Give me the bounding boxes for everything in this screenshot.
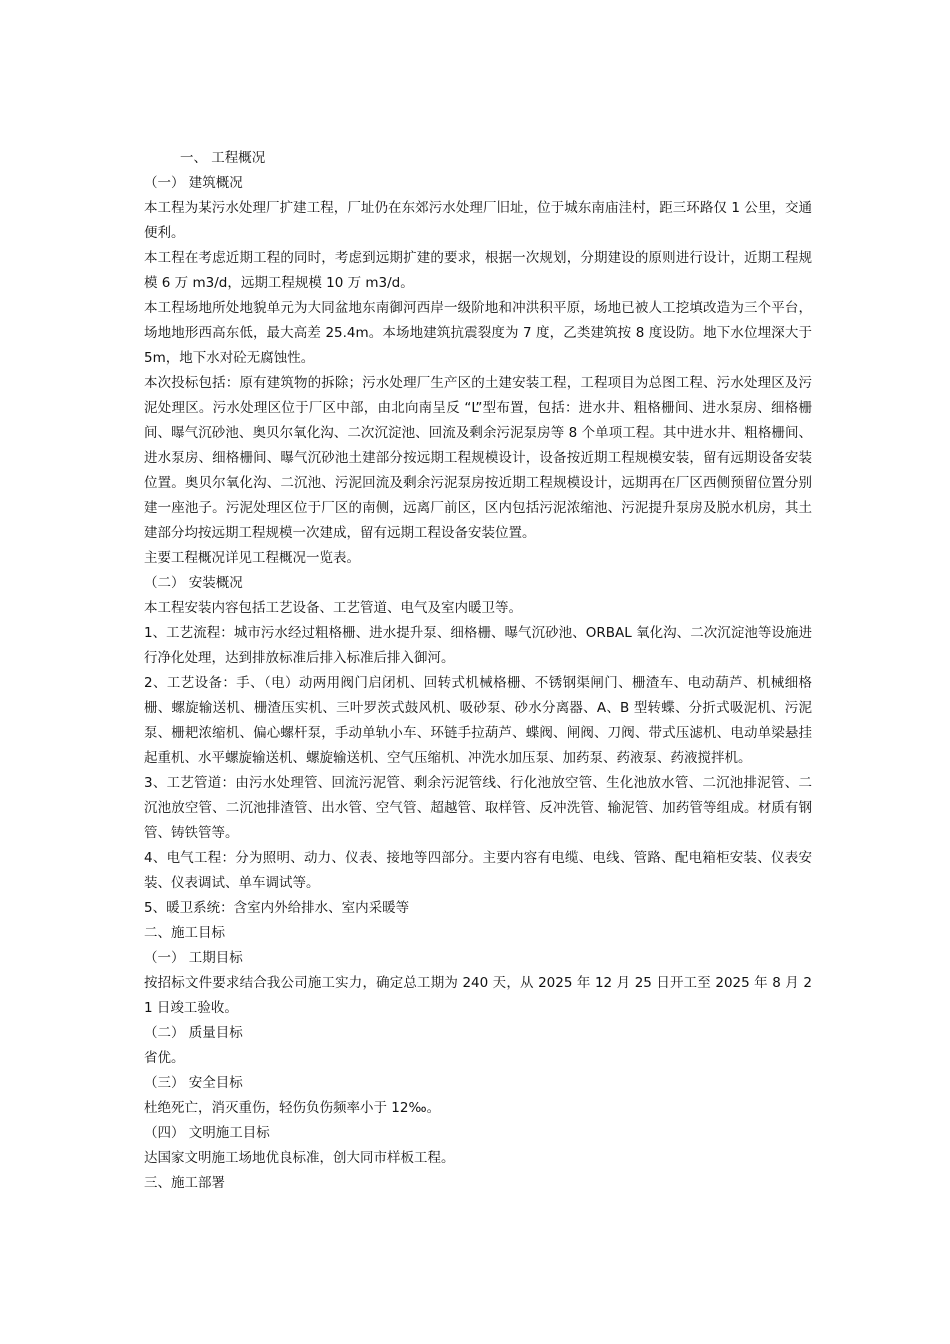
document-page xyxy=(144,146,812,1196)
list-item-process-equipment: 2、工艺设备：手、（电）动两用阀门启闭机、回转式机械格栅、不锈钢渠闸门、栅渣车、电动葫芦、机械细格栅、螺旋输送机、栅渣压实机、三叶罗茨式鼓风机、吸砂泵、砂水分离器、A、B 型转蝶、分折式吸泥机、污泥泵、栅耙浓缩机、偏心螺杆泵，手动单轨小车、环链手拉葫芦、蝶阀、闸阀、刀阀、带式压滤机、电动单梁悬挂起重机、水平螺旋输送机、螺旋输送机、空气压缩机、冲洗水加压泵、加药泵、药液泵、药液搅拌机。 xyxy=(144,675,812,766)
list-item-hvac-plumbing: 5、暖卫系统：含室内外给排水、室内采暖等 xyxy=(144,900,410,916)
list-item-process-flow: 1、工艺流程：城市污水经过粗格栅、进水提升泵、细格栅、曝气沉砂池、ORBAL 氧化沟、二次沉淀池等设施进行净化处理，达到排放标准后排入标准后排入御河。 xyxy=(144,625,812,666)
section-3-heading: 三、施工部署 xyxy=(144,1175,225,1191)
paragraph-safety-target: 杜绝死亡，消灭重伤，轻伤负伤频率小于 12‰。 xyxy=(144,1100,441,1116)
section-1-heading: 一、 工程概况 xyxy=(180,150,266,166)
paragraph-overview-table-ref: 主要工程概况详见工程概况一览表。 xyxy=(144,550,360,566)
paragraph-scale: 本工程在考虑近期工程的同时，考虑到远期扩建的要求，根据一次规划，分期建设的原则进行设计，近期工程规模 6 万 m3/d，远期工程规模 10 万 m3/d。 xyxy=(144,250,812,291)
paragraph-geology: 本工程场地所处地貌单元为大同盆地东南御河西岸一级阶地和冲洪积平原，场地已被人工挖填改造为三个平台，场地地形西高东低，最大高差 25.4m。本场地建筑抗震裂度为 7 度，乙类建筑按 8 度设防。地下水位埋深大于 5m，地下水对砼无腐蚀性。 xyxy=(144,300,812,366)
paragraph-install-scope: 本工程安装内容包括工艺设备、工艺管道、电气及室内暖卫等。 xyxy=(144,600,522,616)
paragraph-site-location: 本工程为某污水处理厂扩建工程，厂址仍在东郊污水处理厂旧址，位于城东南庙洼村，距三环路仅 1 公里，交通便利。 xyxy=(144,200,812,241)
subsection-1-1-heading: （一） 建筑概况 xyxy=(144,175,243,191)
section-2-heading: 二、施工目标 xyxy=(144,925,225,941)
list-item-electrical: 4、电气工程：分为照明、动力、仪表、接地等四部分。主要内容有电缆、电线、管路、配电箱柜安装、仪表安装、仪表调试、单车调试等。 xyxy=(144,850,812,891)
paragraph-schedule-target: 按招标文件要求结合我公司施工实力，确定总工期为 240 天，从 2025 年 12 月 25 日开工至 2025 年 8 月 21 日竣工验收。 xyxy=(144,975,812,1016)
paragraph-bid-scope: 本次投标包括：原有建筑物的拆除；污水处理厂生产区的土建安装工程，工程项目为总图工程、污水处理区及污泥处理区。污水处理区位于厂区中部，由北向南呈反 “L”型布置，包括：进水井、粗格栅间、进水泵房、细格栅间、曝气沉砂池、奥贝尔氧化沟、二次沉淀池、回流及剩余污泥泵房等 8 个单项工程。其中进水井、粗格栅间、进水泵房、细格栅间、曝气沉砂池土建部分按远期工程规模设计，设备按近期工程规模安装，留有远期设备安装位置。奥贝尔氧化沟、二沉池、污泥回流及剩余污泥泵房按近期工程规模设计，远期再在厂区西侧预留位置分别建一座池子。污泥处理区位于厂区的南侧，远离厂前区，区内包括污泥浓缩池、污泥提升泵房及脱水机房，其土建部分均按远期工程规模一次建成，留有远期工程设备安装位置。 xyxy=(144,375,812,541)
paragraph-quality-target: 省优。 xyxy=(144,1050,185,1066)
subsection-1-2-heading: （二） 安装概况 xyxy=(144,575,243,591)
subsection-2-2-heading: （二） 质量目标 xyxy=(144,1025,243,1041)
subsection-2-3-heading: （三） 安全目标 xyxy=(144,1075,243,1091)
subsection-2-4-heading: （四） 文明施工目标 xyxy=(144,1125,270,1141)
paragraph-civilized-construction-target: 达国家文明施工场地优良标准，创大同市样板工程。 xyxy=(144,1150,455,1166)
subsection-2-1-heading: （一） 工期目标 xyxy=(144,950,243,966)
list-item-process-piping: 3、工艺管道：由污水处理管、回流污泥管、剩余污泥管线、行化池放空管、生化池放水管、二沉池排泥管、二沉池放空管、二沉池排渣管、出水管、空气管、超越管、取样管、反冲洗管、输泥管、加药管等组成。材质有钢管、铸铁管等。 xyxy=(144,775,812,841)
